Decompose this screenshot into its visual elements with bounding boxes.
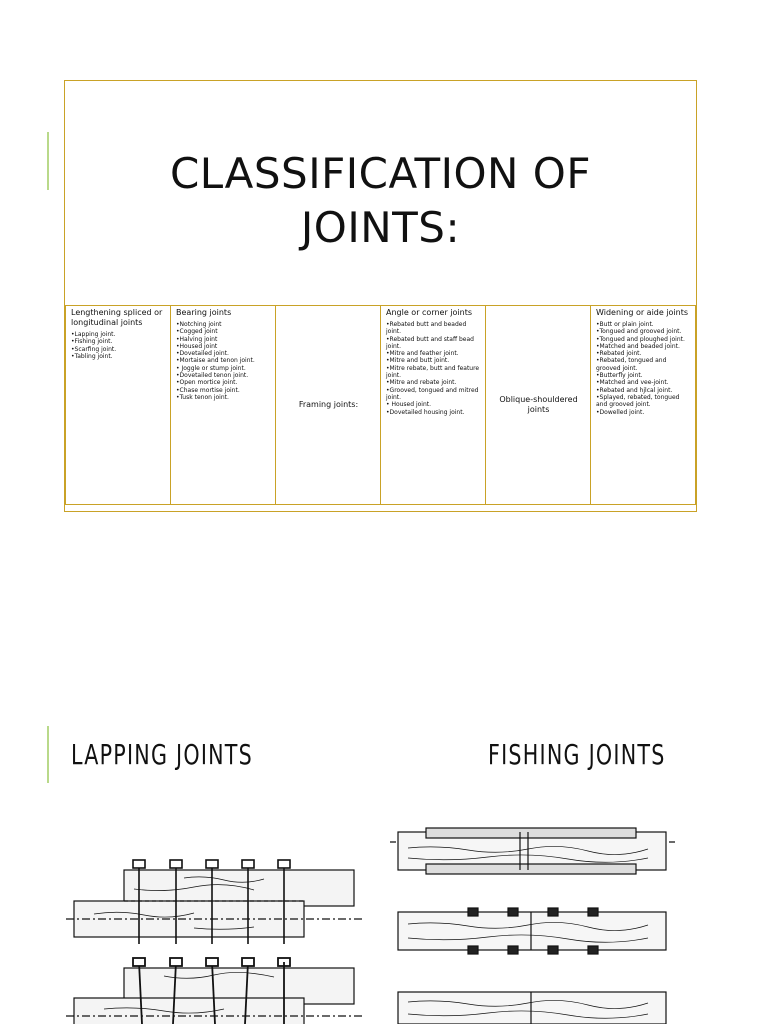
list-item: •Lapping joint. [71, 331, 116, 338]
list-item: •Tongued and ploughed joint. [596, 335, 685, 343]
list-item: •Open mortice joint. [176, 379, 238, 387]
list-item: •Scarfing joint. [71, 345, 117, 353]
column-lengthening-joints [66, 306, 171, 505]
list-item: •Rebated and hjlcal joint. [596, 386, 673, 394]
column-heading: Framing joints: [298, 400, 359, 409]
fishing-joints-heading: FISHING JOINTS [488, 738, 666, 771]
list-item: •Notching joint [176, 321, 222, 328]
list-item: •Mitre and butt joint. [386, 357, 450, 365]
list-item: •Halving joint [176, 335, 218, 343]
list-item: •Splayed, rebated, tongued and grooved joint. [596, 393, 680, 409]
table-row [66, 306, 696, 505]
fishing-joint-drawing [388, 824, 678, 1024]
list-item: •Matched and vee-joint. [596, 379, 669, 387]
list-item: •Grooved, tongued and mitred joint. [386, 386, 479, 401]
slide-title-line-2: JOINTS: [300, 203, 461, 252]
column-widening-joints [591, 306, 696, 505]
slide-title [65, 147, 696, 255]
list-item: •Rebated, tongued and grooved joint. [596, 357, 667, 372]
column-framing-joints [276, 306, 381, 505]
list-item: •Matched and beaded joint. [596, 342, 680, 350]
list-item: •Rebated butt and beaded joint. [386, 321, 467, 336]
list-item: •Dovetailed housing joint. [386, 408, 465, 416]
list-item: •Tabling joint. [71, 352, 113, 360]
list-item: •Chase mortise joint. [176, 386, 240, 394]
column-heading: Oblique-shouldered joints [499, 395, 578, 414]
column-angle-joints [381, 306, 486, 505]
list-item: •Tusk tenon joint. [176, 393, 229, 401]
list-item: •Rebated butt and staff bead joint. [386, 335, 474, 350]
list-item: •Fishing joint. [71, 338, 113, 346]
list-item: •Butt or plain joint. [596, 321, 654, 328]
classification-slide [64, 80, 697, 512]
list-item: •Housed joint [176, 342, 218, 350]
accent-bar-top [47, 132, 49, 190]
lapping-joint-drawing [64, 844, 364, 1024]
slide-title-line-1: CLASSIFICATION OF [169, 149, 592, 198]
column-heading: Widening or aide joints [596, 308, 689, 317]
list-item: • Joggle or stump joint. [176, 364, 246, 372]
list-item: •Tongued and grooved joint. [596, 328, 682, 336]
column-heading: Bearing joints [176, 308, 232, 317]
column-heading: Angle or corner joints [386, 308, 473, 317]
list-item: •Rebated joint. [596, 350, 642, 358]
list-item: •Mitre rebate, butt and feature joint. [386, 364, 480, 380]
column-heading: Lengthening spliced or longitudinal joints [71, 308, 163, 327]
joints-classification-table [65, 305, 696, 505]
list-item: •Mitre and feather joint. [386, 350, 459, 358]
list-item: •Dovetailed joint. [176, 350, 229, 358]
list-item: •Dovetailed tenon joint. [176, 372, 249, 380]
column-bearing-joints [171, 306, 276, 505]
list-item: •Mortaise and tenon joint. [176, 357, 255, 365]
list-item: •Mitre and rebate joint. [386, 379, 457, 387]
column-oblique-joints [486, 306, 591, 505]
list-item: •Butterfly joint. [596, 372, 643, 380]
lapping-joints-heading: LAPPING JOINTS [71, 738, 254, 771]
slide-bottom-rule [65, 504, 696, 505]
list-item: •Dowelled joint. [596, 408, 645, 416]
accent-bar-bottom [47, 726, 49, 783]
list-item: •Cogged joint [176, 328, 218, 336]
list-item: • Housed joint. [386, 401, 432, 409]
